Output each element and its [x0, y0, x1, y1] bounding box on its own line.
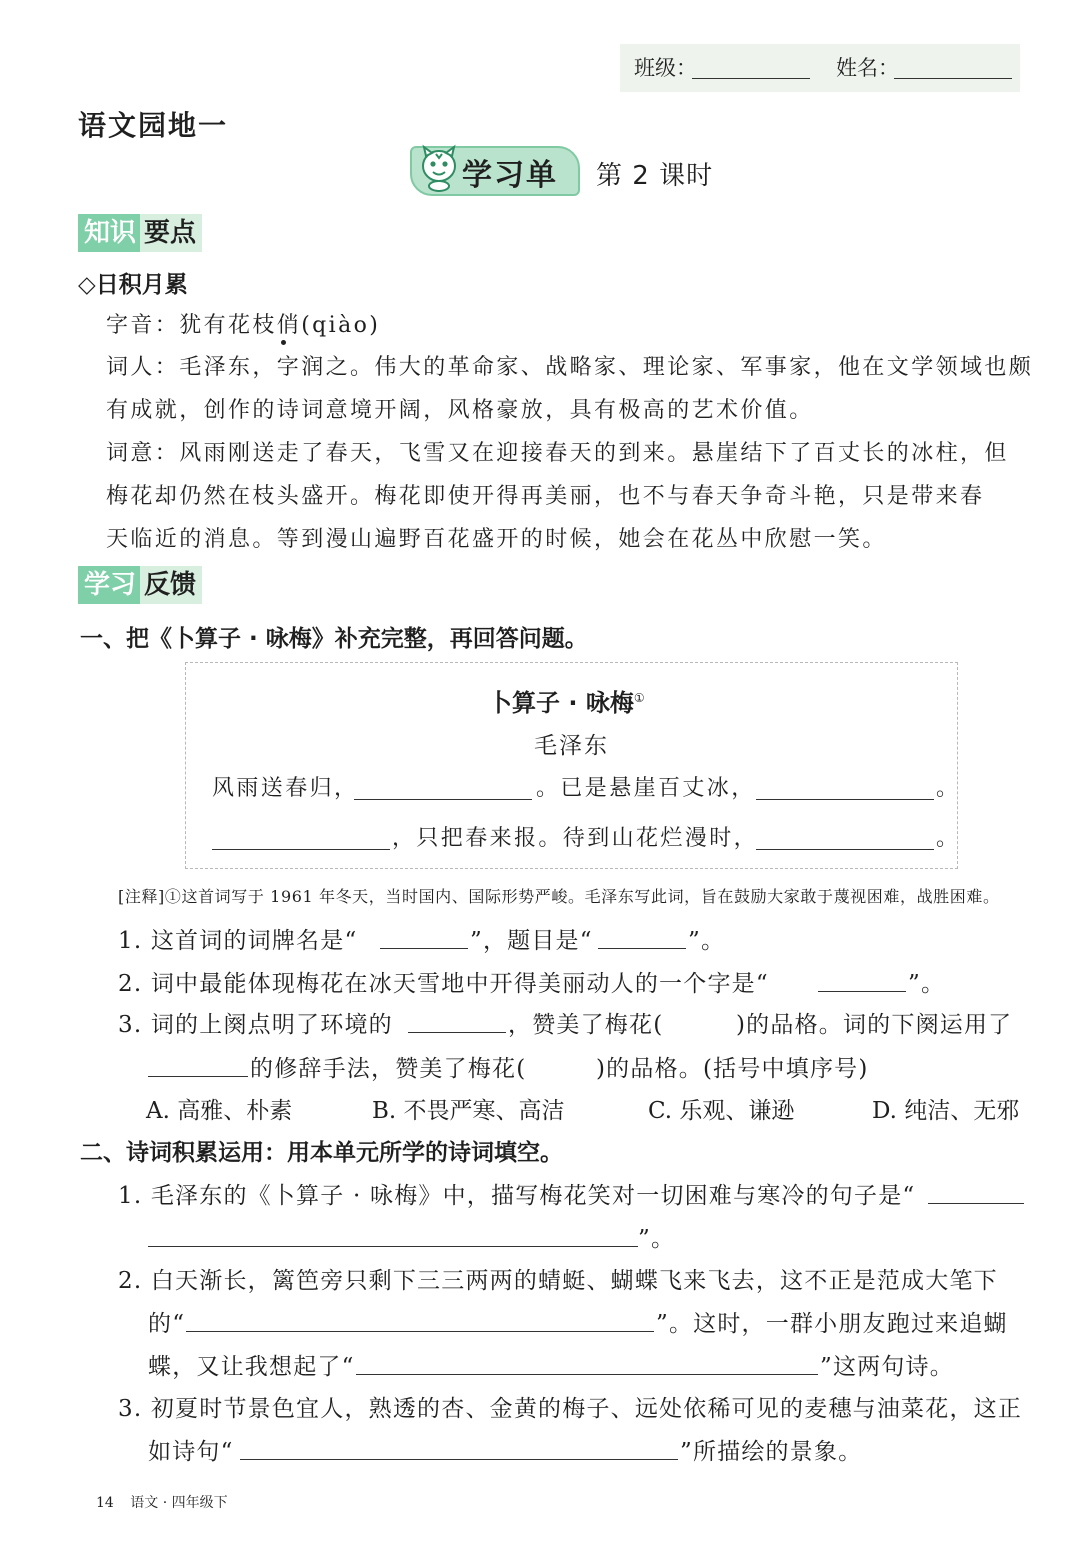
study-sheet-title: 学习单 [462, 158, 558, 193]
tiger-mascot-icon [416, 144, 462, 192]
q2-2-text-c: ”。这时，一群小朋友跑过来追蝴 [656, 1311, 1008, 1337]
emphasis-dot [281, 340, 286, 345]
meaning-line-3: 天临近的消息。等到漫山遍野百花盛开的时候，她会在花丛中欣慰一笑。 [106, 527, 887, 552]
poem-blank-4[interactable] [756, 849, 934, 850]
q2-3-text-b: 如诗句“ [148, 1439, 234, 1465]
q1-2-text-b: ”。 [908, 971, 946, 997]
poem-blank-1[interactable] [354, 799, 532, 800]
q2-3-text-c: ”所描绘的景象。 [680, 1439, 863, 1465]
q1-3-blank-2[interactable] [148, 1076, 248, 1077]
unit-title: 语文园地一 [78, 109, 229, 142]
q2-3-blank[interactable] [240, 1459, 678, 1460]
class-blank[interactable] [692, 78, 810, 79]
author-intro-line-2: 有成就，创作的诗词意境开阔，风格豪放，具有极高的艺术价值。 [106, 398, 814, 423]
option-b: B. 不畏严寒、高洁 [372, 1098, 565, 1124]
q1-1-blank-2[interactable] [598, 948, 686, 949]
meaning-line-1: 词意：风雨刚送走了春天，飞雪又在迎接春天的到来。悬崖结下了百丈长的冰柱，但 [106, 441, 1009, 466]
question-1-heading: 一、把《卜算子 · 咏梅》补充完整，再回答问题。 [80, 626, 588, 652]
page-number: 14 [96, 1495, 114, 1511]
section-tag-part-a: 学习 [78, 566, 140, 604]
section-tag-part-a: 知识 [78, 214, 140, 252]
q1-2-text-a: 2. 词中最能体现梅花在冰天雪地中开得美丽动人的一个字是“ [118, 971, 769, 997]
q2-2-blank-2[interactable] [356, 1374, 818, 1375]
name-label: 姓名： [836, 56, 899, 80]
q2-3-text-a: 3. 初夏时节景色宜人，熟透的杏、金黄的梅子、远处依稀可见的麦穗与油菜花，这正 [118, 1396, 1023, 1422]
q2-2-text-a: 2. 白天渐长，篱笆旁只剩下三三两两的蜻蜓、蝴蝶飞来飞去，这不正是范成大笔下 [118, 1268, 998, 1294]
q1-2-blank[interactable] [818, 991, 906, 992]
lesson-number: 第 2 课时 [596, 161, 714, 191]
q2-1-blank-1[interactable] [928, 1203, 1024, 1204]
pinyin-line: 字音：犹有花枝俏(qiào) [106, 313, 381, 338]
section-tag-feedback [78, 566, 202, 604]
q1-3-blank-1[interactable] [408, 1032, 506, 1033]
section-tag-part-b: 要点 [140, 214, 202, 252]
q1-3-text-c: )的品格。词的下阕运用了 [736, 1012, 1013, 1038]
q2-2-text-d: 蝶，又让我想起了“ [148, 1354, 355, 1380]
q2-1-text-b: ”。 [638, 1226, 676, 1252]
q1-1-text-b: ”，题目是“ [470, 928, 593, 954]
meaning-line-2: 梅花却仍然在枝头盛开。梅花即使开得再美丽，也不与春天争奇斗艳，只是带来春 [106, 484, 985, 509]
poem-title-text: 卜算子 · 咏梅 [488, 689, 634, 717]
poem-title [488, 683, 645, 718]
name-blank[interactable] [894, 78, 1012, 79]
poem-box [185, 662, 961, 869]
poem-author: 毛泽东 [534, 733, 609, 759]
q2-2-text-e: ”这两句诗。 [820, 1354, 954, 1380]
poem-line-1b: 。已是悬崖百丈冰， [536, 776, 756, 801]
q1-3-text-d: 的修辞手法，赞美了梅花( [250, 1056, 527, 1082]
q1-3-text-e: )的品格。(括号中填序号) [596, 1056, 869, 1082]
q2-1-blank-2[interactable] [148, 1246, 638, 1247]
poem-blank-3[interactable] [212, 849, 390, 850]
q1-3-text-a: 3. 词的上阕点明了环境的 [118, 1012, 393, 1038]
footnote-mark: ① [633, 691, 645, 705]
section-tag-part-b: 反馈 [140, 566, 202, 604]
class-name-header [620, 44, 1020, 92]
option-d: D. 纯洁、无邪 [872, 1098, 1020, 1124]
q2-1-text-a: 1. 毛泽东的《卜算子 · 咏梅》中，描写梅花笑对一切困难与寒冷的句子是“ [118, 1183, 916, 1209]
q2-2-blank-1[interactable] [186, 1331, 654, 1332]
q2-2-text-b: 的“ [148, 1311, 186, 1337]
question-2-heading: 二、诗词积累运用：用本单元所学的诗词填空。 [80, 1140, 563, 1166]
poem-blank-2[interactable] [756, 799, 934, 800]
page-footer [96, 1492, 228, 1512]
author-intro-line-1: 词人：毛泽东，字润之。伟大的革命家、战略家、理论家、军事家，他在文学领域也颇 [106, 355, 1034, 380]
poem-line-2b: 。 [936, 826, 961, 851]
poem-line-1c: 。 [936, 776, 961, 801]
option-a: A. 高雅、朴素 [146, 1098, 293, 1124]
q1-1-text-a: 1. 这首词的词牌名是“ [118, 928, 358, 954]
q1-1-blank-1[interactable] [380, 948, 468, 949]
poem-annotation: [注释]①这首词写于 1961 年冬天，当时国内、国际形势严峻。毛泽东写此词，旨在鼓励大家敢于蔑视困难，战胜困难。 [118, 887, 1000, 906]
q1-3-text-b: ，赞美了梅花( [508, 1012, 664, 1038]
poem-line-2a: ，只把春来报。待到山花烂漫时， [392, 826, 759, 851]
option-c: C. 乐观、谦逊 [648, 1098, 795, 1124]
poem-line-1a: 风雨送春归， [212, 776, 359, 801]
section-tag-knowledge [78, 214, 202, 252]
accumulation-heading: ◇日积月累 [78, 272, 188, 298]
book-title: 语文 · 四年级下 [130, 1495, 228, 1511]
q1-1-text-c: ”。 [688, 928, 726, 954]
class-label: 班级： [634, 56, 697, 80]
